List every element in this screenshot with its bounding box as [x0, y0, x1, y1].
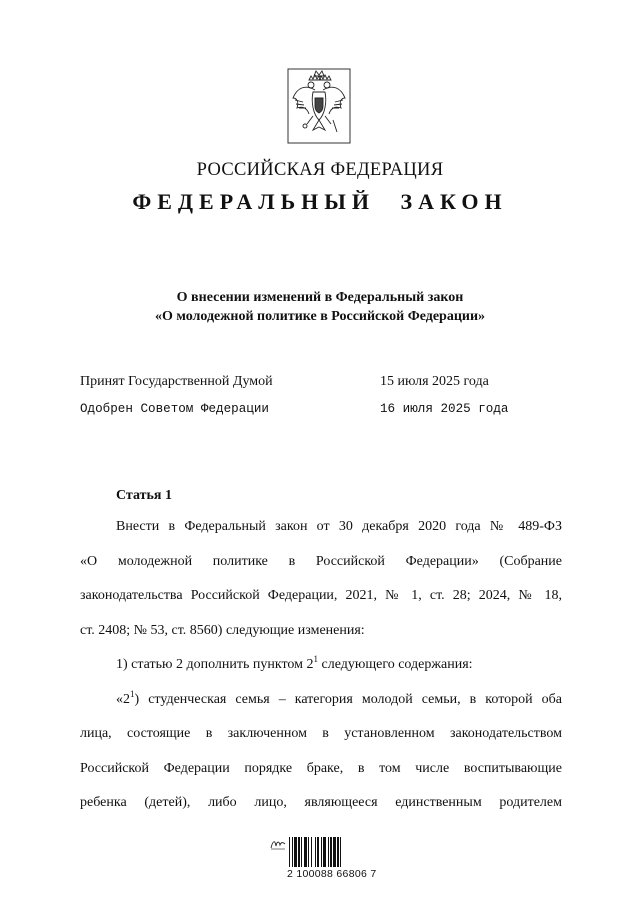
quote-line: ребенка (детей), либо лицо, являющееся единственным родителем: [80, 795, 562, 810]
quote-first-line: «$2^1$) студенческая семья – категория молодой семьи, в которой оба: [116, 688, 562, 707]
law-subject: [0, 288, 640, 326]
signature-icon: [270, 838, 286, 850]
article-item-1: 1) статью 2 дополнить пунктом $2^1$ следующего содержания:: [116, 654, 473, 672]
quote-line: Российской Федерации порядке браке, в том числе воспитывающие: [80, 760, 562, 776]
country-name: РОССИЙСКАЯ ФЕДЕРАЦИЯ: [196, 160, 444, 180]
article-line: «О молодежной политике в Российской Федерации» (Собрание: [80, 553, 562, 569]
law-type-title: ФЕДЕРАЛЬНЫЙ ЗАКОН: [132, 189, 508, 214]
article-line: ст. 2408; № 53, ст. 8560) следующие изменения:: [80, 622, 365, 638]
barcode-number: 2 100088 66806 7: [287, 868, 377, 880]
adoption-council-date: 16 июля 2025 года: [380, 402, 509, 416]
adoption-council-label: Одобрен Советом Федерации: [80, 402, 269, 416]
coat-of-arms-icon: [287, 68, 351, 144]
adoption-duma-date: 15 июля 2025 года: [380, 374, 489, 389]
quote-line: лица, состоящие в заключенном в установленном законодательством: [80, 726, 562, 741]
barcode-icon: [289, 837, 361, 867]
law-subject-line2: «О молодежной политике в Российской Федерации»: [154, 309, 486, 324]
article-line: Внести в Федеральный закон от 30 декабря 2020 года № 489-ФЗ: [116, 519, 562, 534]
law-subject-line1: О внесении изменений в Федеральный закон: [176, 290, 464, 305]
article-heading: Статья 1: [116, 488, 172, 503]
article-body: [80, 510, 562, 821]
article-line: законодательства Российской Федерации, 2021, № 1, ст. 28; 2024, № 18,: [80, 588, 562, 603]
adoption-duma-label: Принят Государственной Думой: [80, 374, 273, 389]
